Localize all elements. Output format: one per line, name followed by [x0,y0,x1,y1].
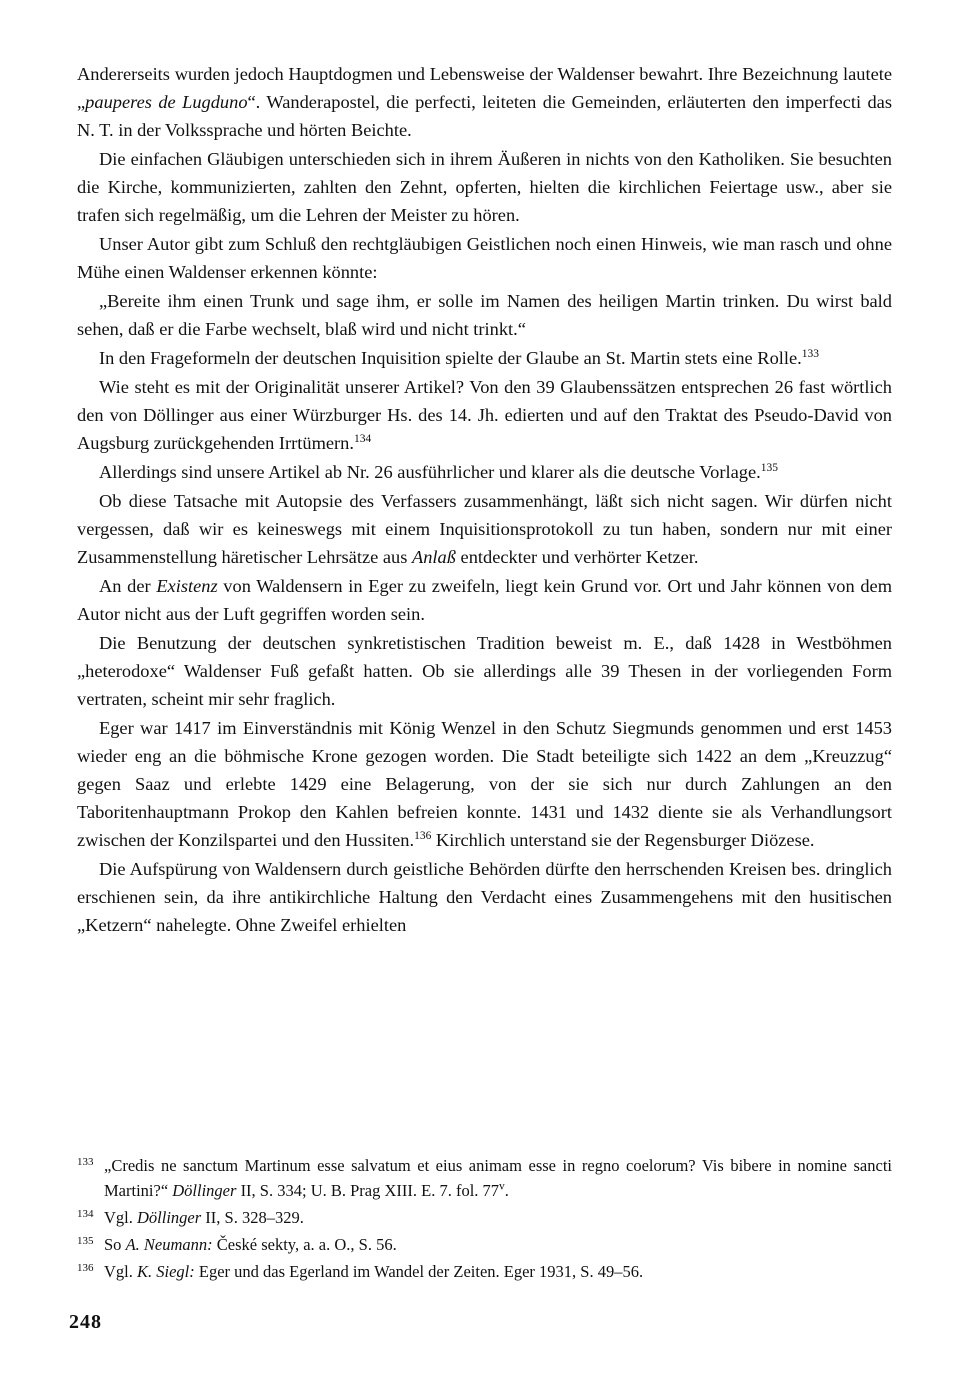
italic-text: A. Neumann: [125,1235,213,1254]
italic-text: Existenz [156,576,218,596]
footnote-number: 133 [77,1156,94,1168]
text-run: Allerdings sind unsere Artikel ab Nr. 26 ausführlicher und klarer als die deutsche Vorlage. [99,462,761,482]
main-text [77,60,892,940]
footnote [77,1259,892,1284]
text-run: entdeckter und verhörter Ketzer. [455,547,699,567]
text-run: In den Frageformeln der deutschen Inquisition spielte der Glaube an St. Martin stets eine Rolle. [99,348,802,368]
text-run: Ob diese Tatsache mit Autopsie des Verfassers zusammenhängt, läßt sich nicht sagen. Wir dürfen nicht vergessen, daß wir es keineswegs mit einem Inquisitionsprotokoll zu tun haben, sondern nur mit einer Zusammenstellung häretischer Lehrsätze aus [77,491,892,567]
paragraph [77,230,892,286]
text-run: Eger war 1417 im Einverständnis mit König Wenzel in den Schutz Siegmunds genommen und erst 1453 wieder eng an die böhmische Krone gezogen worden. Die Stadt beteiligte sich 1422 an dem „Kreuzzug“ gegen Saaz und erlebte 1429 eine Belagerung, von der sie sich nur durch Zahlungen an den Taboritenhauptmann Prokop den Kahlen befreien konnte. 1431 und 1432 diente sie als Verhandlungsort zwischen der Konzilspartei und den Hussiten. [77,718,892,850]
footnote-number: 134 [77,1208,94,1220]
text-run: Wie steht es mit der Originalität unserer Artikel? Von den 39 Glaubenssätzen entsprechen 26 fast wörtlich den von Döllinger aus einer Würzburger Hs. des 14. Jh. edierten und auf den Traktat des Pseudo-David von Augsburg zurückgehenden Irrtümern. [77,377,892,453]
footnote-reference: 133 [801,347,820,360]
footnote-number: 135 [77,1235,94,1247]
paragraph [77,60,892,144]
italic-text: K. Siegl: [137,1262,195,1281]
text-run: “. Wanderapostel, die perfecti, leiteten die Gemeinden, erläuterten den imperfecti das N. T. in der Volkssprache und hörten Beichte. [77,92,892,140]
text-run: II, S. 328–329. [201,1208,304,1227]
footnote-reference: 136 [414,829,432,842]
text-run: Vgl. [104,1208,137,1227]
page-number: 248 [69,1311,102,1333]
quotation-paragraph [77,287,892,343]
text-run: Die Benutzung der deutschen synkretistischen Tradition beweist m. E., daß 1428 in Westböhmen „heterodoxe“ Waldenser Fuß gefaßt hatten. Ob sie allerdings alle 39 Thesen in der vorliegenden Form vertraten, scheint mir sehr fraglich. [77,633,892,709]
text-run: So [104,1235,126,1254]
text-run: Eger und das Egerland im Wandel der Zeiten. Eger 1931, S. 49–56. [194,1262,644,1281]
text-run: Vgl. [104,1262,137,1281]
paragraph [77,629,892,713]
paragraph [77,458,892,486]
text-run: von Waldensern in Eger zu zweifeln, liegt kein Grund vor. Ort und Jahr können von dem Autor nicht aus der Luft gegriffen worden sein. [77,576,893,624]
paragraph [77,714,892,854]
footnote [77,1153,892,1203]
paragraph [77,145,892,229]
text-run: Kirchlich unterstand sie der Regensburger Diözese. [431,830,815,850]
paragraph [77,344,892,372]
footnote [77,1205,892,1230]
footnote-reference: 135 [760,461,778,474]
footnote-reference: v [499,1180,505,1193]
footnote-reference: 134 [353,432,372,445]
footnotes [77,1153,892,1286]
italic-text: Anlaß [412,547,456,567]
text-run: „Bereite ihm einen Trunk und sage ihm, er solle im Namen des heiligen Martin trinken. Du wirst bald sehen, daß er die Farbe wechselt, blaß wird und nicht trinkt.“ [77,291,892,339]
text-run: Die Aufspürung von Waldensern durch geistliche Behörden dürfte den herrschenden Kreisen bes. dringlich erschienen sein, da ihre antikirchliche Haltung den Verdacht eines Zusammengehens mit den husitischen „Ketzern“ nahelegte. Ohne Zweifel erhielten [77,859,892,935]
text-run: České sekty, a. a. O., S. 56. [212,1235,397,1254]
paragraph [77,373,892,457]
text-run: An der [99,576,157,596]
text-run: Andererseits wurden jedoch Hauptdogmen und Lebensweise der Waldenser bewahrt. Ihre Bezeichnung lautete „ [77,64,892,112]
text-run: II, S. 334; U. B. Prag XIII. E. 7. fol. 77 [236,1181,500,1200]
text-run: Die einfachen Gläubigen unterschieden sich in ihrem Äußeren in nichts von den Katholiken. Sie besuchten die Kirche, kommunizierten, zahlten den Zehnt, opferten, hielten die kirchlichen Feiertage usw., aber sie trafen sich regelmäßig, um die Lehren der Meister zu hören. [77,149,892,225]
paragraph [77,855,892,939]
paragraph [77,572,892,628]
italic-text: pauperes de Lugduno [85,92,248,112]
text-run: . [504,1181,509,1200]
italic-text: Döllinger [172,1181,237,1200]
paragraph [77,487,892,571]
footnote-number: 136 [77,1262,94,1274]
text-run: „Credis ne sanctum Martinum esse salvatum et eius animam esse in regno coelorum? Vis bibere in nomine sancti Martini?“ [104,1156,892,1200]
italic-text: Döllinger [137,1208,202,1227]
footnote [77,1232,892,1257]
text-run: Unser Autor gibt zum Schluß den rechtgläubigen Geistlichen noch einen Hinweis, wie man rasch und ohne Mühe einen Waldenser erkennen könnte: [77,234,892,282]
